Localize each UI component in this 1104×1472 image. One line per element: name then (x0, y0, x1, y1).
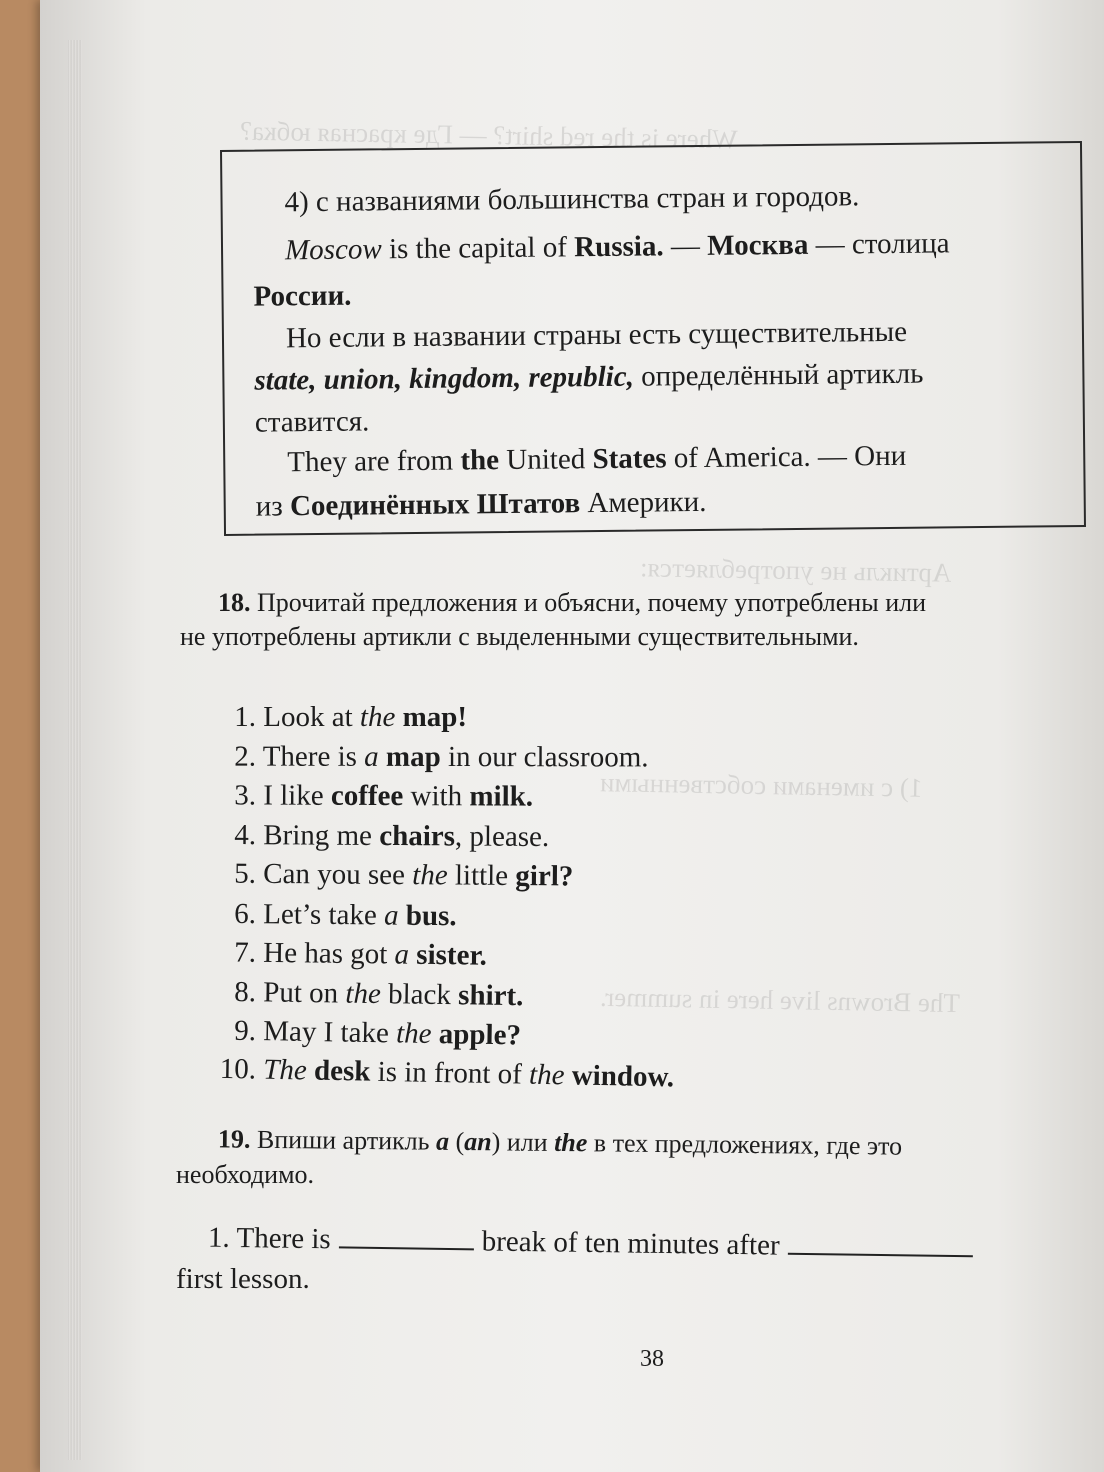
answer-blank-2[interactable] (787, 1229, 972, 1258)
page-edges (68, 40, 82, 1460)
item-number: 9. (234, 1014, 257, 1048)
show-through-text: The Browns live here in summer. (599, 981, 961, 1019)
rule-example-usa-translation: из Соединённых Штатов Америки. (255, 485, 707, 523)
item-number: 3. (234, 779, 257, 812)
exercise-18-item: 6. Let’s take a bus. (222, 896, 457, 932)
exercise-19-heading-line2: необходимо. (176, 1160, 315, 1189)
rule-example-moscow: Moscow is the capital of Russia. — Москва — столица (284, 227, 950, 267)
exercise-19-heading: 19. Впиши артикль a (an) или the в тех предложениях, где это (217, 1124, 903, 1161)
word-moscow: Moscow (284, 233, 382, 267)
show-through-text: Where is the red shirt? — Где красная юбка? (239, 115, 738, 155)
exercise-18-item: 10. The desk is in front of the window. (206, 1051, 675, 1094)
item-number: 10. (219, 1052, 257, 1086)
exercise-18-item: 3. I like coffee with milk. (222, 778, 533, 813)
book-page (40, 0, 1104, 1472)
rule-line-countries: 4) с названиями большинства стран и городов. (284, 180, 860, 219)
item-number: 2. (234, 740, 257, 773)
word-moskva: Москва (706, 228, 809, 262)
exercise-18-heading: 18. Прочитай предложения и объясни, почему употреблены или (218, 588, 926, 617)
nouns-list: state, union, kingdom, republic, (254, 360, 635, 397)
item-number: 4. (234, 818, 257, 851)
exercise-18-item: 5. Can you see the little girl? (222, 857, 574, 894)
item-number: 7. (234, 936, 257, 969)
rule-box (220, 141, 1086, 536)
exercise-19-item-1: 1. There is break of ten minutes after (208, 1221, 981, 1266)
exercise-18-item: 9. May I take the apple? (222, 1013, 522, 1052)
exercise-18-item: 2. There is a map in our classroom. (222, 739, 649, 774)
item-number: 5. (234, 857, 257, 890)
rule-line-but: Но если в названии страны есть существительные (285, 315, 908, 355)
exercise-number: 19. (217, 1124, 251, 1154)
answer-blank-1[interactable] (339, 1222, 474, 1250)
rule-line-nouns: state, union, kingdom, republic, определённый артикль (254, 357, 924, 397)
exercise-19-item-1-cont: first lesson. (176, 1263, 310, 1295)
item-number: 1. (234, 701, 256, 733)
exercise-18-heading-line2: не употреблены артикли с выделенными существительными. (180, 622, 859, 651)
rule-example-rossii: России. (253, 279, 352, 313)
show-through-text: Артикль не употребляется: (639, 552, 952, 588)
page-number: 38 (640, 1346, 664, 1372)
rule-example-usa: They are from the United States of America. — Они (287, 439, 907, 479)
item-number: 6. (234, 897, 257, 930)
rule-line-stavitsya: ставится. (254, 405, 370, 439)
show-through-text: 1) с именами собственными (599, 767, 923, 803)
exercise-18-item: 4. Bring me chairs, please. (222, 817, 549, 853)
exercise-18-item: 8. Put on the black shirt. (222, 974, 524, 1012)
word-russia: Russia. (574, 230, 664, 264)
exercise-18-item: 7. He has got a sister. (222, 935, 487, 972)
exercise-number: 18. (218, 588, 251, 617)
exercise-18-item: 1. Look at the map! (222, 700, 467, 734)
item-number: 8. (234, 975, 257, 1008)
